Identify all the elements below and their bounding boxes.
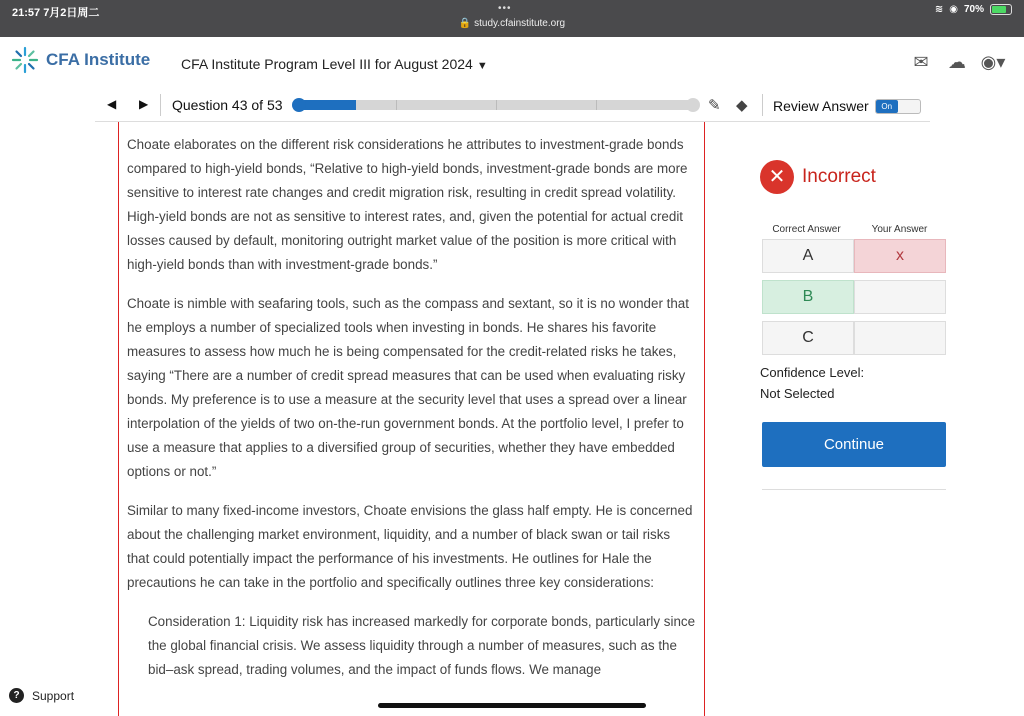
program-label: CFA Institute Program Level III for August 2024	[181, 56, 473, 72]
header-actions	[910, 51, 1004, 73]
user-account-icon[interactable]: ◉▾	[980, 51, 1006, 72]
confidence-level	[760, 362, 950, 404]
location-icon: ◉	[949, 4, 958, 15]
divider	[762, 94, 763, 116]
support-label: Support	[32, 688, 75, 703]
review-answer-control	[773, 98, 921, 114]
cfa-globe-icon	[10, 45, 40, 75]
passage-paragraph: Choate is nimble with seafaring tools, such as the compass and sextant, so it is no wonder that he employs a number of specialized tools when investing in bonds. He shares his favorite measures to assess how much he is being compensated for the credit-related risks he takes, saying “There are a number of credit spread measures that can be used when evaluating risky bonds. My preference is to use a measure at the security level that uses a spread over a linear interpolation of the yields of two on-the-run government bonds. At the portfolio level, I prefer to use a measure that applies to a diversified group of securities, whether they have embedded options or not.”	[127, 296, 689, 479]
your-answer-a: x	[854, 239, 946, 273]
answer-row-a	[762, 239, 950, 273]
progress-start-knob	[292, 98, 306, 112]
annotation-tools	[708, 96, 754, 114]
answer-row-c	[762, 321, 950, 355]
your-answer-c	[854, 321, 946, 355]
answer-result-panel	[760, 160, 950, 490]
eraser-icon[interactable]: ◆	[736, 97, 748, 114]
progress-tick	[596, 100, 597, 110]
app-header	[0, 37, 1024, 89]
confidence-label: Confidence Level:	[760, 365, 865, 380]
review-answer-toggle[interactable]	[875, 99, 921, 114]
divider	[160, 94, 161, 116]
review-answer-label: Review Answer	[773, 98, 869, 114]
next-question-icon[interactable]: ▶	[139, 97, 149, 111]
home-indicator[interactable]	[378, 703, 646, 708]
progress-tick	[496, 100, 497, 110]
cfa-logo[interactable]	[10, 45, 150, 75]
battery-percent: 70%	[963, 4, 984, 15]
question-nav-bar	[95, 89, 930, 122]
cloud-download-icon[interactable]: ☁	[948, 51, 966, 72]
result-label: Incorrect	[802, 166, 876, 187]
toggle-on-label: On	[876, 100, 898, 113]
address-bar[interactable]: 🔒 study.cfainstitute.org	[458, 18, 566, 29]
option-c: C	[762, 321, 854, 355]
clock: 21:57 7月2日周二	[12, 7, 100, 19]
previous-question-icon[interactable]: ◀	[107, 97, 117, 111]
url-text: study.cfainstitute.org	[474, 18, 566, 29]
logo-text: CFA Institute	[46, 50, 151, 69]
answer-row-b	[762, 280, 950, 314]
passage-paragraph: Consideration 1: Liquidity risk has increased markedly for corporate bonds, particularly since the global financial crisis. We assess liquidity through a number of measures, such as the bid–ask spread, trading volumes, and the impact of funds flows. We manage	[148, 614, 696, 677]
progress-tick	[396, 100, 397, 110]
passage-paragraph: Similar to many fixed-income investors, Choate envisions the glass half empty. He is concerned about the challenging market environment, liquidity, and a number of black swan or tail risks that could potentially impact the performance of his investments. He outlines for Hale the precautions he can take in the portfolio and specifically outlines three key considerations:	[127, 503, 693, 590]
correct-answer-header: Correct Answer	[772, 224, 841, 235]
question-counter: Question 43 of 53	[172, 97, 283, 113]
passage-paragraph: Choate elaborates on the different risk considerations he attributes to investment-grade bonds compared to high-yield bonds, “Relative to high-yield bonds, investment-grade bonds are more sensitive to interest rate changes and credit migration risk, resulting in credit spread volatility. High-yield bonds are not as sensitive to interest rates, and, given the potential for actual credit losses caused by default, monitoring outright market value of the position is more critical with high-yield bonds than with investment-grade bonds.”	[127, 137, 688, 272]
divider	[762, 489, 946, 490]
option-a: A	[762, 239, 854, 273]
help-icon: ?	[9, 688, 24, 703]
progress-end-knob	[686, 98, 700, 112]
caret-down-icon: ▼	[476, 60, 488, 72]
incorrect-icon: ✕	[760, 160, 794, 194]
your-answer-header: Your Answer	[871, 224, 928, 235]
your-answer-b	[854, 280, 946, 314]
continue-button[interactable]: Continue	[762, 422, 946, 467]
ipad-status-bar	[0, 0, 1024, 37]
mail-icon[interactable]: ✉	[913, 51, 929, 72]
option-b: B	[762, 280, 854, 314]
support-link[interactable]	[9, 688, 74, 703]
highlighter-icon[interactable]: ✎	[708, 97, 721, 114]
confidence-value: Not Selected	[760, 386, 835, 401]
wifi-icon: ≋	[934, 4, 944, 15]
vignette-passage	[118, 122, 705, 716]
question-progress-bar[interactable]	[296, 100, 696, 110]
program-selector[interactable]	[181, 56, 488, 72]
answer-grid	[760, 239, 950, 355]
more-dots-icon[interactable]: •••	[498, 3, 512, 14]
system-indicators	[935, 4, 1012, 15]
battery-icon	[990, 4, 1012, 15]
answer-column-headers	[760, 224, 950, 235]
result-status	[760, 160, 950, 194]
